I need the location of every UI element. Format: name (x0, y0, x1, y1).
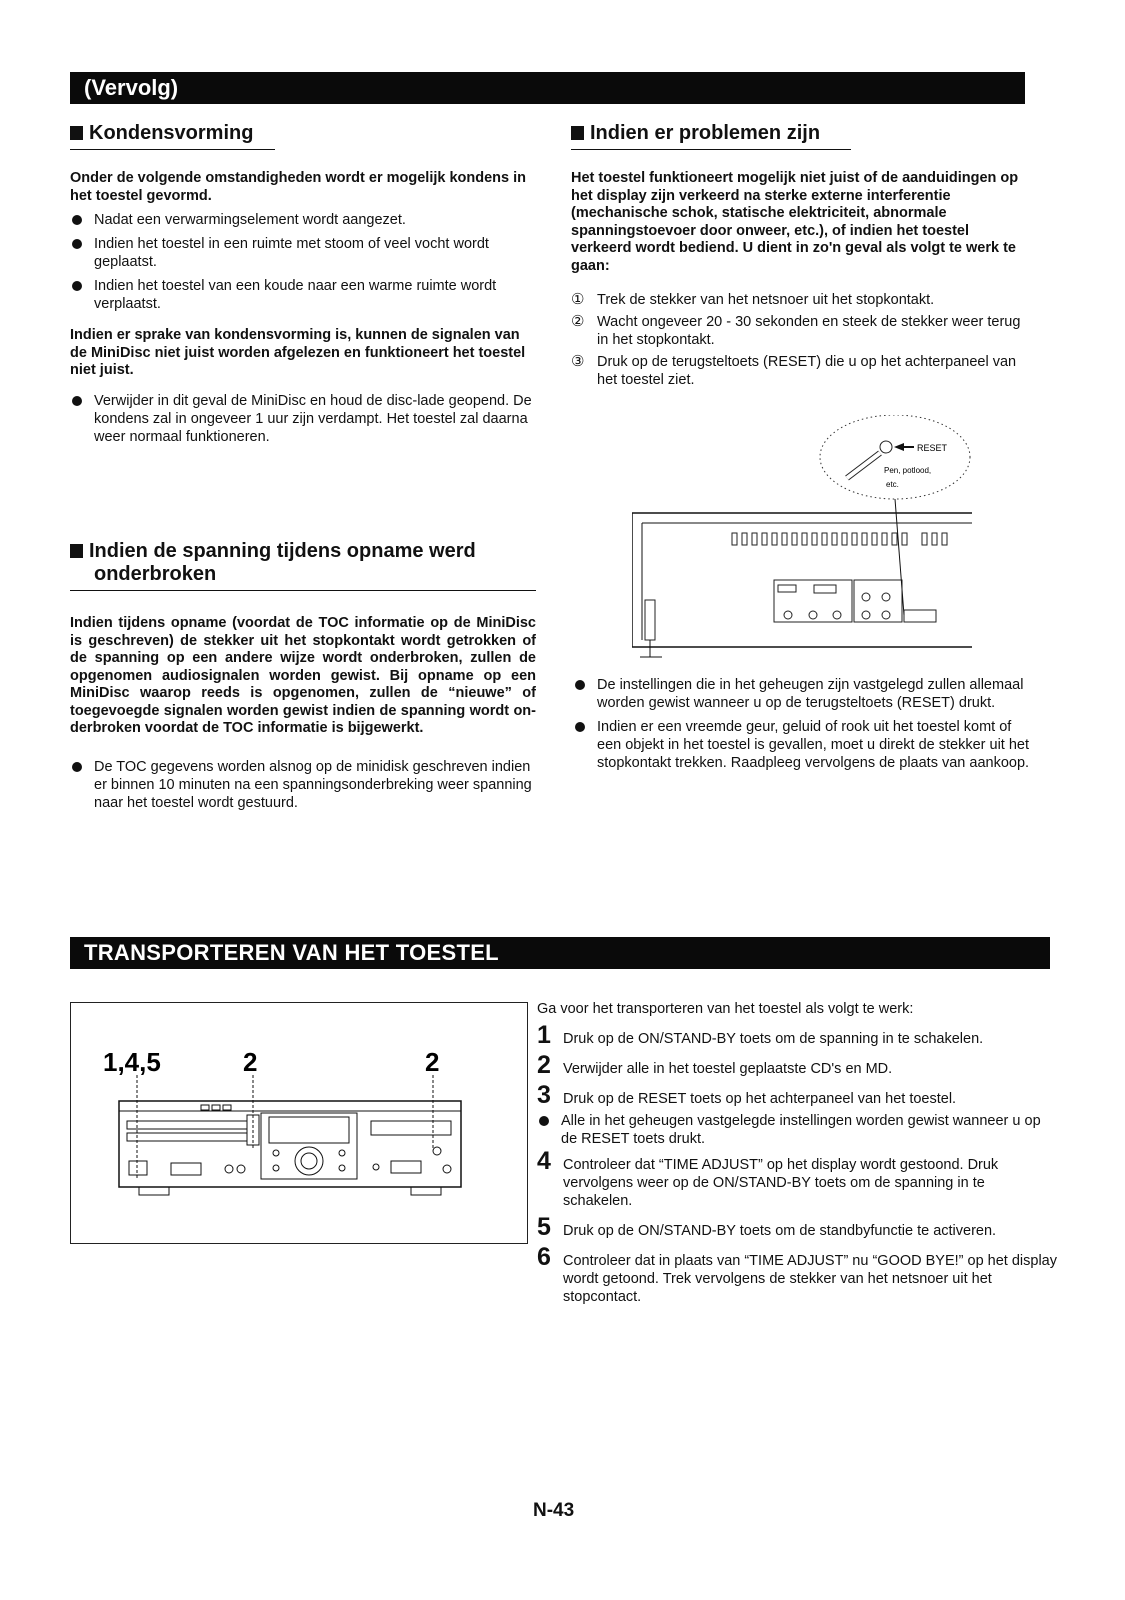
spanning-bullet-list (70, 758, 536, 812)
problemen-steps (571, 291, 1031, 389)
kondens-section (70, 122, 536, 452)
transport-title: TRANSPORTEREN VAN HET TOESTEL (84, 940, 499, 965)
spanning-section (70, 540, 536, 818)
kondens-bullet-list-2 (70, 392, 536, 446)
callout-line2: etc. (886, 480, 899, 489)
callout-label-1: 1,4,5 (103, 1047, 161, 1077)
transport-header-bar (70, 937, 1050, 969)
rear-panel-drawing (632, 415, 972, 660)
list-item: De instellingen die in het geheugen zijn vastgelegd zullen allemaal worden gewist wanneer u op de terugsteltoets (RESET) drukt. (573, 676, 1033, 712)
square-bullet-icon (70, 544, 83, 558)
kondens-intro: Onder de volgende omstandigheden wordt er mogelijk kondens in het toestel gevormd. (70, 170, 527, 204)
kondens-heading: Kondensvorming (70, 122, 275, 150)
kondens-bullet-list (70, 211, 536, 313)
list-item: ① Trek de stekker van het netsnoer uit het stopkontakt. (571, 291, 935, 308)
page-number: N-43 (533, 1500, 575, 1521)
transport-intro: Ga voor het transporteren van het toestel als volgt te werk: (537, 1001, 914, 1017)
step-1: 1 Druk op de ON/STAND-BY toets om de spanning in te schakelen. (537, 1021, 984, 1049)
list-item: Indien het toestel in een ruimte met stoom of veel vocht wordt geplaatst. (70, 235, 536, 271)
square-bullet-icon (571, 126, 584, 140)
step-6: 6 Controleer dat in plaats van “TIME ADJUST” nu “GOOD BYE!” op het display wordt getoond. Trek vervolgens de stekker van het netsnoer uit het stopcontact. (537, 1243, 1057, 1305)
rear-panel-figure (632, 415, 972, 660)
front-panel-drawing (71, 1003, 527, 1243)
front-panel-figure (70, 1002, 528, 1244)
spanning-heading: Indien de spanning tijdens opname werd onderbroken (70, 540, 536, 591)
section-header-bar (70, 72, 1025, 104)
spanning-body: Indien tijdens opname (voordat de TOC informatie op de MiniDisc is geschreven) de stekker uit het stopkontakt wordt getrokken of de spanning op een andere wijze wordt onderbroken, zullen de opgenomen audiosignalen worden gewist. Bij opname op een MiniDisc waarop reeds is opgenomen, zullen de “nieuwe” of toegevoegde signalen worden gewist indien de spanning wordt on-derbroken voordat de TOC informatie is bijgewerkt. (70, 615, 536, 736)
step-3-bullet (537, 1112, 1057, 1148)
problemen-bullets (573, 676, 1033, 778)
list-item: Indien het toestel van een koude naar een warme ruimte wordt verplaatst. (70, 277, 536, 313)
list-item: Alle in het geheugen vastgelegde instellingen worden gewist wanneer u op de RESET toets drukt. (537, 1112, 1057, 1148)
kondens-warning: Indien er sprake van kondensvorming is, kunnen de signalen van de MiniDisc niet juist worden afgelezen en funktioneert het toestel niet juist. (70, 327, 526, 378)
callout-label-2a: 2 (243, 1047, 258, 1077)
square-bullet-icon (70, 126, 83, 140)
step-2: 2 Verwijder alle in het toestel geplaatste CD's en MD. (537, 1051, 893, 1079)
reset-label: RESET (917, 443, 948, 453)
list-item: De TOC gegevens worden alsnog op de minidisk geschreven indien er binnen 10 minuten na een spanningsonderbreking weer spanning naar het toestel wordt gestuurd. (70, 758, 536, 812)
callout-line1: Pen, potlood, (884, 466, 932, 475)
list-item: Indien er een vreemde geur, geluid of rook uit het toestel komt of een objekt in het toestel is gevallen, moet u direkt de stekker uit het stopkontakt trekken. Raadpleeg vervolgens de plaats van aankoop. (573, 718, 1033, 772)
list-item: ③ Druk op de terugsteltoets (RESET) die u op het achterpaneel van het toestel ziet. (571, 353, 1017, 388)
problemen-intro: Het toestel funktioneert mogelijk niet juist of de aanduidingen op het display zijn verkeerd na sterke externe interferentie (mechanische schok, statische elektriciteit, abnormale spanningstoevoer door onweer, etc.), of indien het toestel verkeerd wordt bediend. U dient in zo'n geval als volgt te werk te gaan: (571, 170, 1019, 274)
transport-instructions (537, 1000, 1057, 1318)
header-bar-label: (Vervolg) (84, 75, 179, 100)
list-item: ② Wacht ongeveer 20 - 30 sekonden en steek de stekker weer terug in het stopkontakt. (571, 313, 1021, 348)
problemen-section (571, 122, 1031, 393)
step-5: 5 Druk op de ON/STAND-BY toets om de standbyfunctie te activeren. (537, 1213, 997, 1241)
callout-label-2b: 2 (425, 1047, 440, 1077)
step-4: 4 Controleer dat “TIME ADJUST” op het display wordt gestoond. Druk vervolgens weer op de ON/STAND-BY toets om de spanning in te schakelen. (537, 1147, 999, 1209)
step-3: 3 Druk op de RESET toets op het achterpaneel van het toestel. (537, 1081, 957, 1109)
problemen-heading: Indien er problemen zijn (571, 122, 851, 150)
list-item: Verwijder in dit geval de MiniDisc en houd de disc-lade geopend. De kondens zal in ongeveer 1 uur zijn verdampt. Het toestel zal daarna weer normaal funktioneren. (70, 392, 536, 446)
list-item: Nadat een verwarmingselement wordt aangezet. (70, 211, 536, 229)
